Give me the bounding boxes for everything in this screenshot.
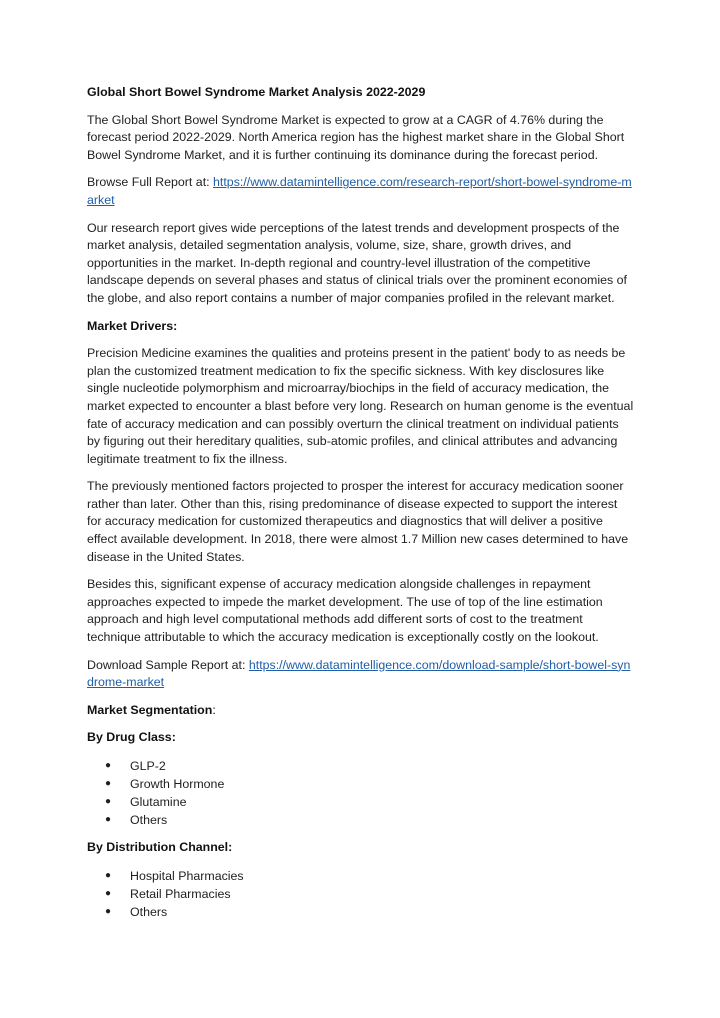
market-drivers-heading: Market Drivers: <box>87 318 178 333</box>
drug-class-heading: By Drug Class: <box>87 730 176 745</box>
bullet-icon: ● <box>105 760 112 771</box>
drivers-paragraph-2: The previously mentioned factors projected to prosper the interest for accuracy medication sooner rather than later. Other than this, rising predominance of disease expected to support the interest for accuracy medication for customized therapeutics and diagnostics that will deliver a positive effect available development. In 2018, there were almost 1.7 Million new cases determined to have disease in the United States. <box>87 479 629 564</box>
list-item <box>105 757 635 775</box>
browse-report-link[interactable]: https://www.datamintelligence.com/research-report/short-bowel-syndrome-market <box>87 175 632 207</box>
market-segmentation-title: Market Segmentation <box>87 702 213 717</box>
list-item-label: Hospital Pharmacies <box>130 868 244 883</box>
bullet-icon: ● <box>105 905 112 917</box>
distribution-channel-list <box>87 867 635 921</box>
intro-paragraph: The Global Short Bowel Syndrome Market is expected to grow at a CAGR of 4.76% during the forecast period 2022-2029. North America region has the highest market share in the Global Short Bowel Syndrome Market, and it is further continuing its dominance during the forecast period. <box>87 112 625 162</box>
list-item <box>105 903 635 921</box>
list-item <box>105 775 635 793</box>
distribution-channel-heading: By Distribution Channel: <box>87 840 233 854</box>
list-item <box>105 885 635 903</box>
download-sample-link[interactable]: https://www.datamintelligence.com/download-sample/short-bowel-syndrome-market <box>87 657 631 690</box>
list-item-label: Glutamine <box>130 795 187 809</box>
drivers-paragraph-1: Precision Medicine examines the qualities and proteins present in the patient' body to as needs be plan the customized treatment medication to fix the specific sickness. With key disclosures like single nucleotide polymorphism and microarray/biochips in the field of accuracy medication, the market expected to encounter a blast before very long. Research on human genome is the eventual fate of accuracy medication and can possibly overturn the clinical treatment on individual patients by figuring out their hereditary qualities, sub-atomic profiles, and clinical attributes and advancing legitimate treatment to fix the illness. <box>87 346 634 466</box>
drivers-paragraph-3: Besides this, significant expense of accuracy medication alongside challenges in repayment approaches expected to impede the market development. The use of top of the line estimation approach and high level computational methods add different sorts of cost to the treatment technique attributable to which the accuracy medication is exceptionally costly on the lookout. <box>87 577 603 645</box>
bullet-icon: ● <box>105 869 112 881</box>
research-paragraph: Our research report gives wide perceptions of the latest trends and development prospects of the market analysis, detailed segmentation analysis, volume, size, share, growth drives, and opportunities in the market. In-depth regional and country-level illustration of the competitive landscape depends on several phases and status of clinical trials over the prominent economies of the globe, and also report contains a number of major companies profiled in the relevant market. <box>87 220 627 305</box>
browse-report-label: Browse Full Report at: <box>87 175 214 190</box>
list-item-label: Retail Pharmacies <box>130 886 231 901</box>
bullet-icon: ● <box>105 887 112 899</box>
list-item <box>105 867 635 885</box>
download-sample-label: Download Sample Report at: <box>87 657 249 672</box>
list-item <box>105 811 635 829</box>
document-title: Global Short Bowel Syndrome Market Analysis 2022-2029 <box>87 85 426 99</box>
list-item-label: Growth Hormone <box>130 777 225 791</box>
bullet-icon: ● <box>105 778 112 789</box>
download-sample-paragraph <box>87 657 635 692</box>
browse-report-paragraph <box>87 174 635 209</box>
list-item-label: GLP-2 <box>130 759 166 773</box>
list-item-label: Others <box>130 904 168 919</box>
list-item <box>105 793 635 811</box>
list-item-label: Others <box>130 813 168 827</box>
market-segmentation-heading <box>87 702 635 720</box>
market-segmentation-colon: : <box>212 702 216 717</box>
bullet-icon: ● <box>105 796 112 807</box>
document-page <box>87 84 635 931</box>
bullet-icon: ● <box>105 814 112 825</box>
drug-class-list <box>87 757 635 829</box>
